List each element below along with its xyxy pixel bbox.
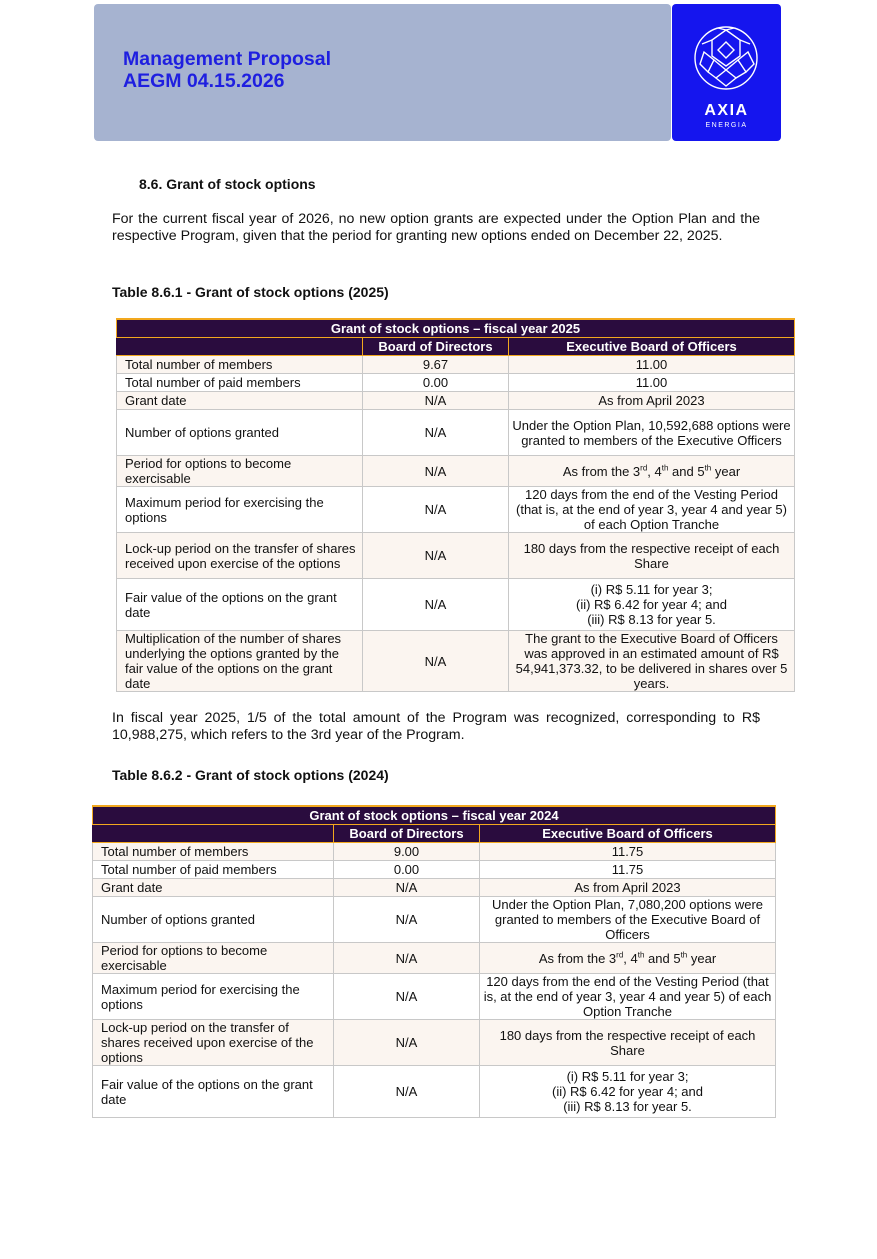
fair-value-line: (iii) R$ 8.13 for year 5. — [563, 1099, 692, 1114]
exec-text: year — [711, 463, 741, 479]
row-label: Number of options granted — [117, 410, 363, 456]
row-label: Maximum period for exercising the options — [117, 487, 363, 533]
exec-text: As from the 3 — [538, 950, 617, 966]
table-row — [117, 392, 795, 410]
fair-value-line: (ii) R$ 6.42 for year 4; and — [551, 1084, 704, 1099]
board-value: N/A — [363, 579, 509, 631]
executive-value: Under the Option Plan, 7,080,200 options were granted to members of the Executive Board of Officers — [480, 897, 776, 943]
row-label: Total number of paid members — [117, 374, 363, 392]
table-row — [117, 356, 795, 374]
board-value: N/A — [363, 456, 509, 487]
board-value: N/A — [334, 974, 480, 1020]
exec-text: As from the 3 — [562, 463, 641, 479]
board-value: N/A — [363, 533, 509, 579]
executive-value: The grant to the Executive Board of Officers was approved in an estimated amount of R$ 54,941,373.32, to be delivered in shares over 5 years. — [509, 631, 795, 692]
stock-options-table-2025 — [116, 318, 795, 692]
table-row — [93, 897, 776, 943]
ordinal-suffix: th — [637, 950, 645, 960]
ordinal-suffix: rd — [640, 463, 648, 473]
document-title — [123, 48, 331, 92]
executive-value: 180 days from the respective receipt of each Share — [480, 1020, 776, 1066]
table-row — [117, 410, 795, 456]
executive-value — [480, 1066, 776, 1118]
table-row — [117, 533, 795, 579]
table-row — [93, 1066, 776, 1118]
board-value: 9.67 — [363, 356, 509, 374]
column-header-board: Board of Directors — [334, 825, 480, 843]
table-caption-2025: Table 8.6.1 - Grant of stock options (2025) — [112, 284, 389, 300]
row-label: Fair value of the options on the grant date — [93, 1066, 334, 1118]
executive-value: 120 days from the end of the Vesting Period (that is, at the end of year 3, year 4 and year 5) of each Option Tranche — [509, 487, 795, 533]
board-value: N/A — [334, 943, 480, 974]
globe-icon — [692, 22, 761, 94]
table-row — [117, 579, 795, 631]
ordinal-suffix: th — [704, 463, 712, 473]
executive-value: 11.00 — [509, 356, 795, 374]
fair-value-line: (iii) R$ 8.13 for year 5. — [587, 612, 716, 627]
row-label: Number of options granted — [93, 897, 334, 943]
table-row — [93, 879, 776, 897]
row-label: Total number of paid members — [93, 861, 334, 879]
stock-options-table-2024 — [92, 805, 776, 1118]
fair-value-line: (ii) R$ 6.42 for year 4; and — [575, 597, 728, 612]
board-value: N/A — [334, 1020, 480, 1066]
executive-value: 11.75 — [480, 843, 776, 861]
column-header-executive: Executive Board of Officers — [509, 338, 795, 356]
board-value: N/A — [334, 897, 480, 943]
board-value: N/A — [334, 879, 480, 897]
table-row — [93, 974, 776, 1020]
column-header-board: Board of Directors — [363, 338, 509, 356]
board-value: N/A — [363, 392, 509, 410]
ordinal-suffix: th — [680, 950, 688, 960]
exec-text: year — [687, 950, 717, 966]
row-label: Period for options to become exercisable — [117, 456, 363, 487]
board-value: N/A — [363, 487, 509, 533]
fair-value-line: (i) R$ 5.11 for year 3; — [566, 1069, 689, 1084]
table-title: Grant of stock options – fiscal year 2024 — [93, 806, 776, 825]
exec-text: , 4 — [623, 950, 638, 966]
row-label: Lock-up period on the transfer of shares received upon exercise of the options — [93, 1020, 334, 1066]
row-label: Multiplication of the number of shares underlying the options granted by the fair value of the options on the grant date — [117, 631, 363, 692]
executive-value — [480, 943, 776, 974]
executive-value — [509, 579, 795, 631]
table-row — [93, 861, 776, 879]
table-row — [117, 631, 795, 692]
table-row — [93, 943, 776, 974]
executive-value: 11.00 — [509, 374, 795, 392]
row-label: Total number of members — [93, 843, 334, 861]
logo-name: AXIA — [704, 102, 749, 119]
ordinal-suffix: th — [661, 463, 669, 473]
ordinal-suffix: rd — [616, 950, 624, 960]
executive-value: 120 days from the end of the Vesting Period (that is, at the end of year 3, year 4 and year 5) of each Option Tranche — [480, 974, 776, 1020]
header-blank — [117, 338, 363, 356]
executive-value: 11.75 — [480, 861, 776, 879]
exec-text: , 4 — [647, 463, 662, 479]
row-label: Grant date — [117, 392, 363, 410]
header-blank — [93, 825, 334, 843]
title-line-1: Management Proposal — [123, 48, 332, 70]
table-row — [117, 374, 795, 392]
table-row — [117, 456, 795, 487]
board-value: N/A — [363, 410, 509, 456]
row-label: Maximum period for exercising the options — [93, 974, 334, 1020]
company-logo — [672, 4, 781, 141]
exec-text: and 5 — [644, 950, 681, 966]
fair-value-line: (i) R$ 5.11 for year 3; — [590, 582, 713, 597]
table-caption-2024: Table 8.6.2 - Grant of stock options (2024) — [112, 767, 389, 783]
board-value: N/A — [334, 1066, 480, 1118]
board-value: 9.00 — [334, 843, 480, 861]
table-row — [117, 487, 795, 533]
board-value: 0.00 — [363, 374, 509, 392]
row-label: Lock-up period on the transfer of shares received upon exercise of the options — [117, 533, 363, 579]
executive-value: As from April 2023 — [509, 392, 795, 410]
table-row — [93, 843, 776, 861]
row-label: Fair value of the options on the grant date — [117, 579, 363, 631]
logo-subtitle: ENERGIA — [705, 122, 748, 129]
section-heading: 8.6. Grant of stock options — [139, 176, 316, 192]
row-label: Period for options to become exercisable — [93, 943, 334, 974]
board-value: N/A — [363, 631, 509, 692]
column-header-executive: Executive Board of Officers — [480, 825, 776, 843]
row-label: Total number of members — [117, 356, 363, 374]
exec-text: and 5 — [668, 463, 705, 479]
table-title: Grant of stock options – fiscal year 2025 — [117, 319, 795, 338]
title-line-2: AEGM 04.15.2026 — [123, 70, 285, 92]
board-value: 0.00 — [334, 861, 480, 879]
executive-value: Under the Option Plan, 10,592,688 options were granted to members of the Executive Officers — [509, 410, 795, 456]
executive-value: 180 days from the respective receipt of each Share — [509, 533, 795, 579]
fiscal-2025-note: In fiscal year 2025, 1/5 of the total amount of the Program was recognized, corresponding to R$ 10,988,275, which refers to the 3rd year of the Program. — [112, 710, 760, 743]
executive-value: As from April 2023 — [480, 879, 776, 897]
intro-paragraph: For the current fiscal year of 2026, no new option grants are expected under the Option Plan and the respective Program, given that the period for granting new options ended on December 22, 2025. — [112, 211, 760, 244]
table-row — [93, 1020, 776, 1066]
row-label: Grant date — [93, 879, 334, 897]
executive-value — [509, 456, 795, 487]
